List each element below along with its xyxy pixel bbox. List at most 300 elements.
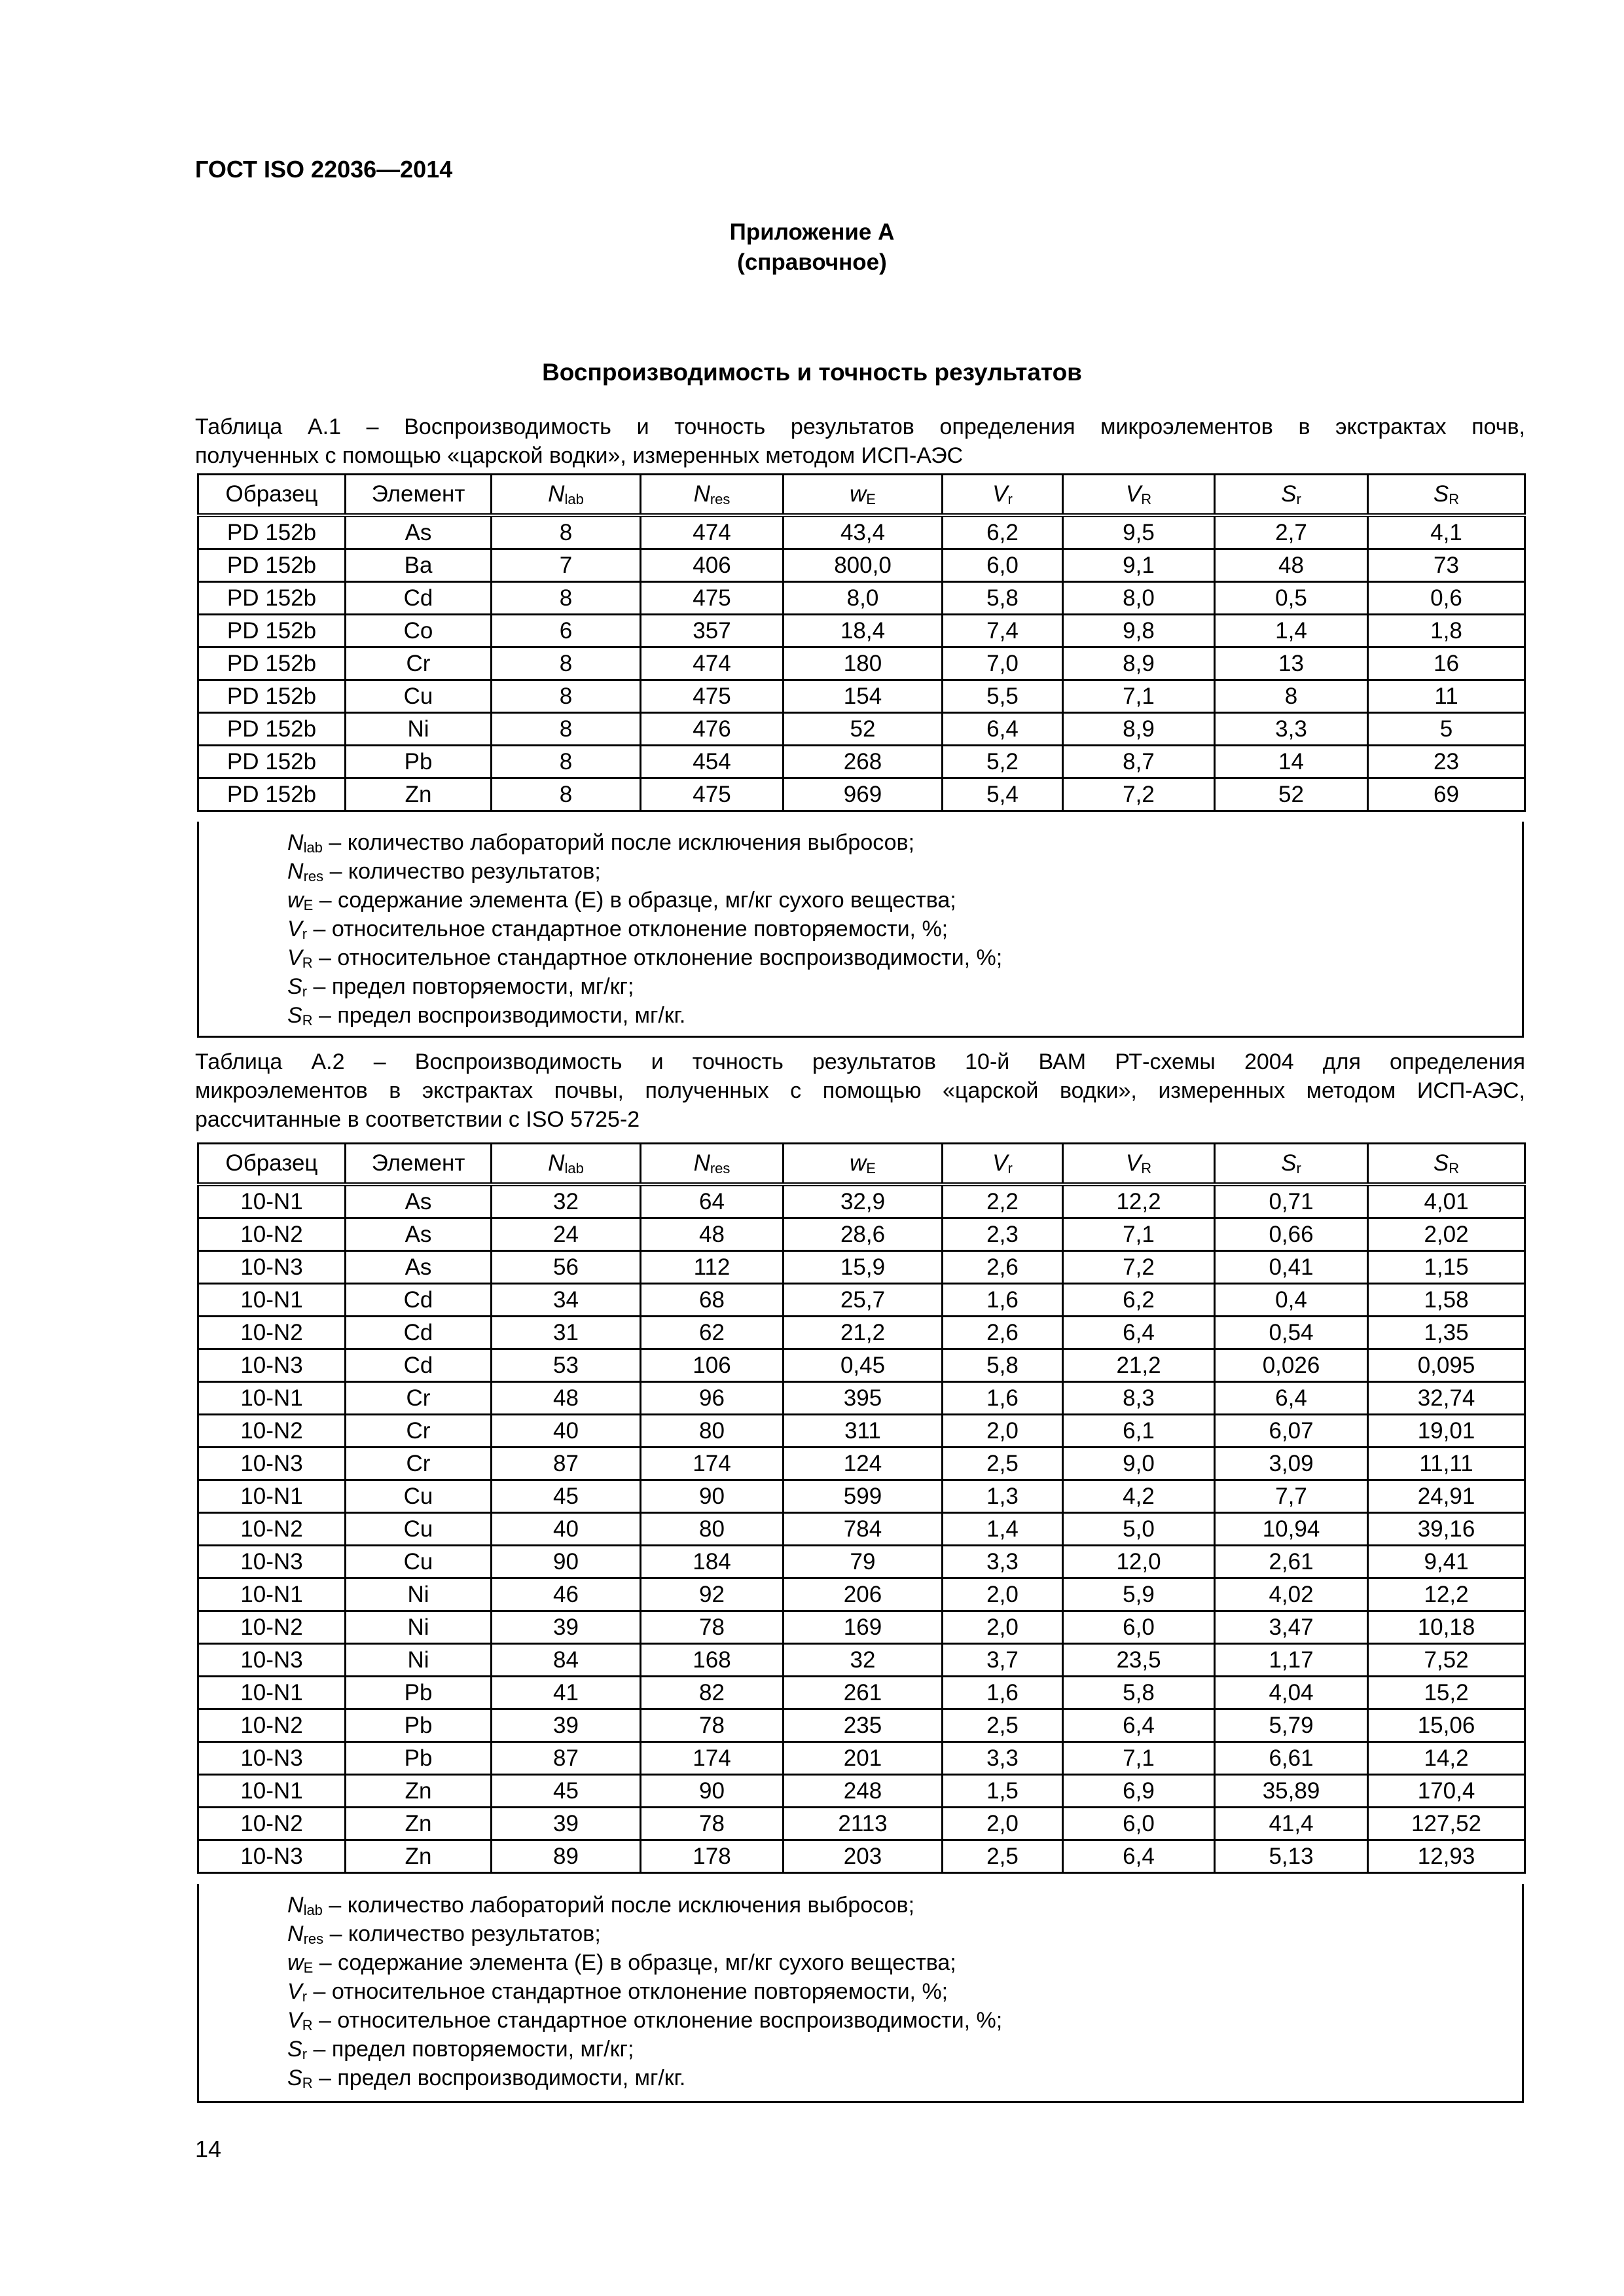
table-cell: As [346,1184,492,1218]
symbol-letter: V [992,1150,1008,1176]
symbol-letter: S [1281,1150,1297,1176]
legend-line [287,2064,1522,2092]
table-cell: As [346,1218,492,1251]
table-cell: 7,1 [1063,1742,1215,1775]
legend-line [287,972,1522,1001]
table-cell: 235 [784,1709,943,1742]
table-cell: 92 [641,1578,784,1611]
table-cell: 0,66 [1215,1218,1368,1251]
table-cell: 7,52 [1368,1644,1525,1677]
table-cell: Cu [346,1480,492,1513]
table-cell: 154 [784,680,943,713]
table-cell: PD 152b [198,647,346,680]
table-cell: 406 [641,549,784,582]
table-row [198,549,1525,582]
table-row [198,1546,1525,1578]
table-cell: 124 [784,1448,943,1480]
table-cell: 8 [492,680,641,713]
table-cell: 84 [492,1644,641,1677]
symbol-subscript: lab [303,839,323,856]
table-cell: 79 [784,1546,943,1578]
table-row [198,1742,1525,1775]
table-cell: Cu [346,1513,492,1546]
table-cell: 4,04 [1215,1677,1368,1709]
table-cell: 10,94 [1215,1513,1368,1546]
table-cell: 6,2 [943,515,1063,549]
column-header [492,475,641,516]
table-cell: PD 152b [198,778,346,811]
symbol-letter: V [287,2008,302,2033]
table-cell: 7,2 [1063,778,1215,811]
column-header: Элемент [346,475,492,516]
table-cell: 89 [492,1840,641,1873]
table-row [198,1578,1525,1611]
table-cell: As [346,1251,492,1284]
table-cell: 6,4 [1215,1382,1368,1415]
table-cell: PD 152b [198,549,346,582]
table-cell: 169 [784,1611,943,1644]
table-cell: 8 [492,778,641,811]
table-cell: 15,06 [1368,1709,1525,1742]
legend-text: – количество результатов; [323,1922,601,1946]
table-row [198,1709,1525,1742]
legend-text: – предел повторяемости, мг/кг; [307,2037,634,2062]
symbol-letter: w [287,1950,304,1975]
column-header [492,1144,641,1185]
table-row [198,1382,1525,1415]
table-cell: Zn [346,1808,492,1840]
table-cell: 56 [492,1251,641,1284]
table-cell: 39 [492,1611,641,1644]
table-cell: 8 [492,515,641,549]
table-cell: 19,01 [1368,1415,1525,1448]
symbol-letter: N [693,481,710,507]
legend-line [287,1001,1522,1030]
table-cell: 16 [1368,647,1525,680]
column-header [1368,1144,1525,1185]
caption-line: Таблица А.2 – Воспроизводимость и точность результатов 10-й ВАМ РТ-схемы 2004 для определения [195,1049,1525,1074]
table-cell: 170,4 [1368,1775,1525,1808]
symbol-letter: N [693,1150,710,1176]
table-row [198,1284,1525,1317]
column-header [943,475,1063,516]
table-cell: 2,3 [943,1218,1063,1251]
table-cell: 10-N3 [198,1644,346,1677]
table-cell: 10-N1 [198,1480,346,1513]
table-cell: 64 [641,1184,784,1218]
table-cell: 0,5 [1215,582,1368,615]
table-cell: 9,5 [1063,515,1215,549]
table-cell: 4,2 [1063,1480,1215,1513]
table-row [198,1775,1525,1808]
symbol-subscript: r [302,2046,308,2062]
table-cell: 21,2 [784,1317,943,1349]
legend-text: – относительное стандартное отклонение повторяемости, %; [307,1979,948,2004]
table-cell: Ni [346,1644,492,1677]
symbol-subscript: r [1296,491,1301,507]
table-cell: 45 [492,1480,641,1513]
table-cell: 48 [641,1218,784,1251]
legend-line [287,2006,1522,2035]
symbol-letter: V [287,917,302,941]
table-cell: Zn [346,1775,492,1808]
table-cell: 12,0 [1063,1546,1215,1578]
section-title: Воспроизводимость и точность результатов [542,359,1082,386]
table-cell: Cr [346,1382,492,1415]
symbol-subscript: R [302,955,313,971]
table-cell: 10-N2 [198,1808,346,1840]
table-cell: 2,6 [943,1251,1063,1284]
table-cell: 82 [641,1677,784,1709]
table-cell: 0,026 [1215,1349,1368,1382]
table-cell: 2,0 [943,1415,1063,1448]
table-cell: Ni [346,713,492,746]
table-cell: 6,61 [1215,1742,1368,1775]
table-cell: 5 [1368,713,1525,746]
table-row [198,647,1525,680]
legend-text: – количество лабораторий после исключения выбросов; [322,1893,915,1918]
table-cell: 32 [784,1644,943,1677]
symbol-letter: N [287,859,304,884]
table-cell: 10-N1 [198,1775,346,1808]
table-cell: 10-N1 [198,1184,346,1218]
table-cell: 10-N3 [198,1840,346,1873]
table-cell: 5,9 [1063,1578,1215,1611]
table-cell: Cd [346,1284,492,1317]
table-cell: 7,1 [1063,680,1215,713]
table-row [198,680,1525,713]
table-cell: 40 [492,1513,641,1546]
table-cell: 6,0 [1063,1808,1215,1840]
table-cell: 1,8 [1368,615,1525,647]
table-row [198,1840,1525,1873]
table-cell: 8 [492,713,641,746]
table-cell: 8,0 [784,582,943,615]
symbol-subscript: E [303,1959,314,1976]
column-header [1063,1144,1215,1185]
table-cell: 23 [1368,746,1525,778]
symbol-letter: N [287,1893,304,1918]
table-row [198,713,1525,746]
symbol-subscript: lab [564,491,584,507]
table-row [198,515,1525,549]
symbol-letter: S [287,2037,302,2062]
table-cell: 10-N3 [198,1349,346,1382]
table-cell: Cr [346,1415,492,1448]
legend-text: – предел воспроизводимости, мг/кг. [312,2066,686,2090]
table-cell: 206 [784,1578,943,1611]
legend-line [287,886,1522,915]
symbol-subscript: R [302,1012,313,1029]
symbol-subscript: res [303,868,324,884]
column-header [641,475,784,516]
table-cell: 10-N2 [198,1415,346,1448]
table-row [198,1611,1525,1644]
table-cell: 23,5 [1063,1644,1215,1677]
table-cell: 10-N3 [198,1546,346,1578]
symbol-subscript: R [302,2075,313,2091]
table-cell: 10-N2 [198,1611,346,1644]
table-cell: 268 [784,746,943,778]
table-cell: Ba [346,549,492,582]
table-cell: 6,1 [1063,1415,1215,1448]
table-cell: 1,15 [1368,1251,1525,1284]
table-cell: Ni [346,1578,492,1611]
table-cell: Pb [346,746,492,778]
table-cell: 62 [641,1317,784,1349]
table-cell: 8,0 [1063,582,1215,615]
table-cell: 34 [492,1284,641,1317]
table-cell: 24 [492,1218,641,1251]
table-cell: 476 [641,713,784,746]
legend-line [287,828,1522,857]
table-cell: 10-N2 [198,1709,346,1742]
table-cell: 0,41 [1215,1251,1368,1284]
table-cell: 0,71 [1215,1184,1368,1218]
table-cell: 2,5 [943,1448,1063,1480]
legend-text: – содержание элемента (Е) в образце, мг/кг сухого вещества; [313,888,956,913]
table-cell: 1,3 [943,1480,1063,1513]
symbol-letter: N [548,481,565,507]
table-cell: PD 152b [198,680,346,713]
table-cell: 0,54 [1215,1317,1368,1349]
table-row [198,582,1525,615]
symbol-subscript: lab [303,1902,323,1918]
table-cell: 73 [1368,549,1525,582]
table-cell: 52 [1215,778,1368,811]
table-cell: PD 152b [198,713,346,746]
symbol-letter: w [287,888,304,913]
table-cell: 7,0 [943,647,1063,680]
table-cell: 35,89 [1215,1775,1368,1808]
legend-text: – содержание элемента (Е) в образце, мг/кг сухого вещества; [313,1950,956,1975]
table-cell: 5,13 [1215,1840,1368,1873]
table-row [198,1644,1525,1677]
symbol-letter: S [287,974,302,999]
annex-heading [0,217,1624,278]
table-cell: 8,9 [1063,647,1215,680]
table-cell: 2,2 [943,1184,1063,1218]
symbol-letter: S [287,2066,302,2090]
table-row [198,615,1525,647]
table1-header-row [198,475,1525,516]
legend-text: – относительное стандартное отклонение воспроизводимости, %; [312,2008,1003,2033]
table-cell: 15,2 [1368,1677,1525,1709]
table-cell: 4,1 [1368,515,1525,549]
legend-line [287,1977,1522,2006]
symbol-subscript: E [866,1160,876,1176]
table-cell: 1,4 [1215,615,1368,647]
symbol-subscript: R [1141,491,1152,507]
symbol-subscript: R [1141,1160,1152,1176]
table-cell: 10-N2 [198,1218,346,1251]
caption-line: полученных с помощью «царской водки», измеренных методом ИСП-АЭС [195,443,964,468]
table-cell: 2,7 [1215,515,1368,549]
column-header [1215,475,1368,516]
table-cell: 3,3 [1215,713,1368,746]
symbol-subscript: r [1007,1160,1013,1176]
table-cell: Cd [346,1349,492,1382]
table-cell: 112 [641,1251,784,1284]
table2-caption [195,1048,1525,1134]
table-cell: 2,5 [943,1840,1063,1873]
table-cell: Cd [346,582,492,615]
table-cell: 68 [641,1284,784,1317]
table-cell: 9,0 [1063,1448,1215,1480]
column-header [784,1144,943,1185]
table-cell: 174 [641,1448,784,1480]
table-cell: 6,4 [1063,1709,1215,1742]
table-cell: 4,01 [1368,1184,1525,1218]
table-cell: 474 [641,647,784,680]
table-cell: 454 [641,746,784,778]
table-cell: 6,4 [1063,1840,1215,1873]
table-cell: 48 [492,1382,641,1415]
table-cell: 39,16 [1368,1513,1525,1546]
symbol-subscript: R [1449,1160,1460,1176]
table-cell: 6,0 [1063,1611,1215,1644]
table-cell: 7 [492,549,641,582]
table-cell: 5,79 [1215,1709,1368,1742]
page-number: 14 [195,2136,222,2162]
table-cell: 6 [492,615,641,647]
symbol-subscript: R [1449,491,1460,507]
table-cell: 7,2 [1063,1251,1215,1284]
table-cell: 1,17 [1215,1644,1368,1677]
table-cell: 5,2 [943,746,1063,778]
symbol-letter: V [287,945,302,970]
table-cell: Ni [346,1611,492,1644]
legend-text: – относительное стандартное отклонение повторяемости, %; [307,917,948,941]
symbol-subscript: r [1296,1160,1301,1176]
table-cell: 41 [492,1677,641,1709]
table-cell: 80 [641,1415,784,1448]
table-row [198,746,1525,778]
table-cell: 39 [492,1709,641,1742]
table-cell: 87 [492,1448,641,1480]
legend-line [287,1920,1522,1948]
table-cell: 475 [641,680,784,713]
symbol-letter: N [287,1922,304,1946]
table-cell: 2,5 [943,1709,1063,1742]
table-cell: 12,2 [1063,1184,1215,1218]
table-cell: 1,5 [943,1775,1063,1808]
table-cell: 203 [784,1840,943,1873]
table-cell: 39 [492,1808,641,1840]
table-cell: 46 [492,1578,641,1611]
table-cell: 13 [1215,647,1368,680]
table-cell: 21,2 [1063,1349,1215,1382]
table-row [198,1415,1525,1448]
table-row [198,1251,1525,1284]
table-cell: 2,02 [1368,1218,1525,1251]
table-cell: 8,7 [1063,746,1215,778]
table-cell: 5,0 [1063,1513,1215,1546]
column-header: Элемент [346,1144,492,1185]
table-cell: 7,7 [1215,1480,1368,1513]
table-cell: PD 152b [198,615,346,647]
table-cell: 3,47 [1215,1611,1368,1644]
caption-line: рассчитанные в соответствии с ISO 5725-2 [195,1107,640,1132]
table-cell: 174 [641,1742,784,1775]
column-header [1063,475,1215,516]
table-cell: 475 [641,582,784,615]
table-cell: 8,9 [1063,713,1215,746]
symbol-letter: S [1433,481,1449,507]
table-cell: Cd [346,1317,492,1349]
symbol-letter: w [850,481,867,507]
legend-line [287,857,1522,886]
table-cell: 3,3 [943,1742,1063,1775]
symbol-letter: S [1433,1150,1449,1176]
table-cell: 127,52 [1368,1808,1525,1840]
table-cell: Cr [346,1448,492,1480]
table-cell: 2,0 [943,1578,1063,1611]
legend-text: – предел воспроизводимости, мг/кг. [312,1003,686,1028]
table-cell: 32 [492,1184,641,1218]
table-cell: 201 [784,1742,943,1775]
symbol-subscript: r [1007,491,1013,507]
symbol-subscript: res [710,491,731,507]
symbol-letter: S [1281,481,1297,507]
table-cell: 10-N1 [198,1382,346,1415]
symbol-letter: N [548,1150,565,1176]
table-cell: 90 [641,1480,784,1513]
symbol-letter: V [1125,481,1142,507]
table-cell: 184 [641,1546,784,1578]
symbol-subscript: res [710,1160,731,1176]
legend-text: – количество лабораторий после исключения выбросов; [322,830,915,855]
table-cell: 7,4 [943,615,1063,647]
table-cell: Cu [346,1546,492,1578]
table1-body [198,515,1525,811]
table-cell: 6,9 [1063,1775,1215,1808]
table-row [198,1218,1525,1251]
column-header [784,475,943,516]
table-cell: 69 [1368,778,1525,811]
table-cell: 784 [784,1513,943,1546]
table-cell: 10-N1 [198,1578,346,1611]
table-cell: 599 [784,1480,943,1513]
table-row [198,778,1525,811]
column-header [1368,475,1525,516]
table-cell: 1,58 [1368,1284,1525,1317]
table2 [197,1142,1526,1874]
table-cell: 5,8 [1063,1677,1215,1709]
symbol-letter: S [287,1003,302,1028]
symbol-subscript: R [302,2017,313,2033]
table-cell: 2,61 [1215,1546,1368,1578]
table-cell: 10-N2 [198,1513,346,1546]
table-cell: 5,8 [943,1349,1063,1382]
table-cell: 12,93 [1368,1840,1525,1873]
table-cell: 10-N3 [198,1251,346,1284]
symbol-subscript: r [302,983,308,1000]
table-cell: 1,6 [943,1284,1063,1317]
table-cell: 28,6 [784,1218,943,1251]
symbol-subscript: lab [564,1160,584,1176]
table-row [198,1677,1525,1709]
table-cell: 41,4 [1215,1808,1368,1840]
symbol-subscript: E [303,897,314,913]
table-row [198,1808,1525,1840]
table-cell: 90 [492,1546,641,1578]
symbol-letter: V [1125,1150,1142,1176]
table-cell: 10-N1 [198,1284,346,1317]
table-cell: 1,35 [1368,1317,1525,1349]
table-cell: 6,4 [1063,1317,1215,1349]
table-cell: 78 [641,1808,784,1840]
